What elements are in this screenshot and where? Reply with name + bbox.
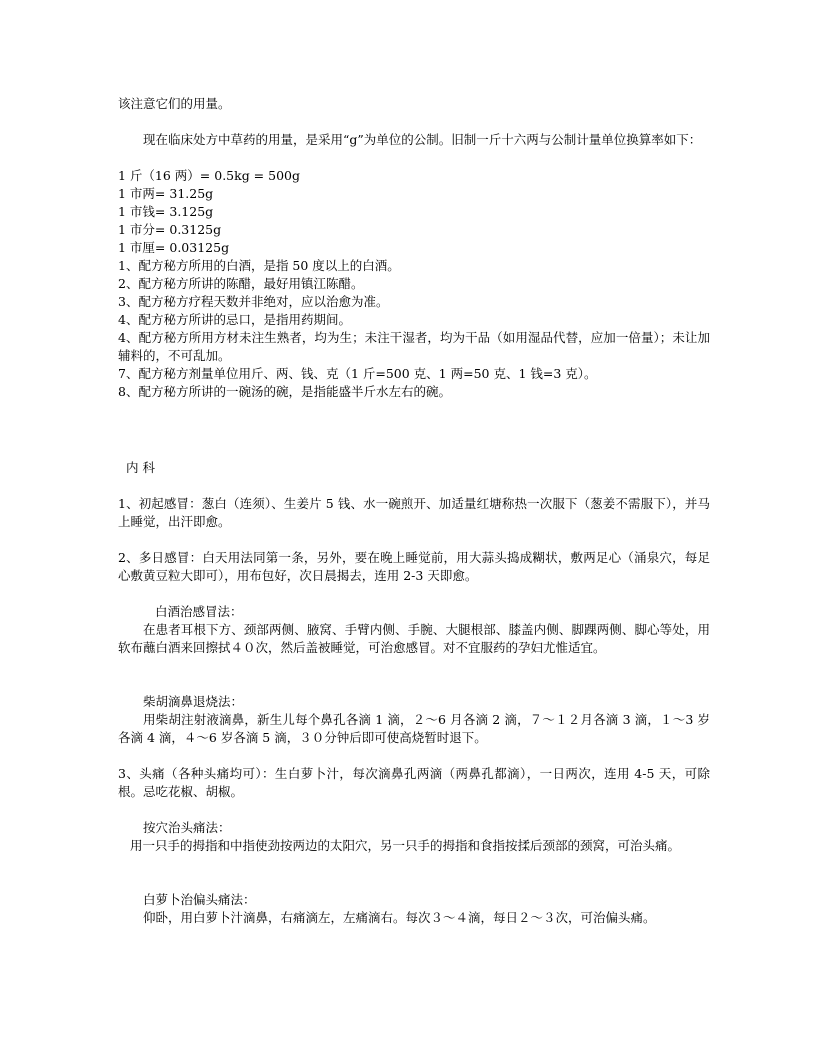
- intro-paragraph: 现在临床处方中草药的用量，是采用“g”为单位的公制。旧制一斤十六两与公制计量单位换算率如下：: [143, 132, 702, 147]
- note-item: 1、配方秘方所用的白酒，是指 50 度以上的白酒。: [118, 258, 400, 273]
- remedy-body: 用柴胡注射液滴鼻，新生儿每个鼻孔各滴 1 滴，２～6 月各滴 2 滴，７～１２月各滴 3 滴，１～3 岁各滴 4 滴，４～6 岁各滴 5 滴，３０分钟后即可使高烧暂时退下。: [118, 712, 710, 745]
- remedy-item: 1、初起感冒：葱白（连须）、生姜片 5 钱、水一碗煎开、加适量红塘称热一次服下（葱姜不需服下），并马上睡觉，出汗即愈。: [118, 496, 710, 529]
- section-title: 内 科: [126, 460, 155, 475]
- conversion-line: 1 市钱= 3.125g: [118, 204, 214, 219]
- remedy-title: 白萝卜治偏头痛法：: [143, 892, 256, 907]
- remedy-title: 柴胡滴鼻退烧法：: [143, 694, 244, 709]
- note-item: 8、配方秘方所讲的一碗汤的碗，是指能盛半斤水左右的碗。: [118, 384, 451, 399]
- conversion-line: 1 市分= 0.3125g: [118, 222, 222, 237]
- note-item: 7、配方秘方剂量单位用斤、两、钱、克（1 斤=500 克、1 两=50 克、1 钱=3 克）。: [118, 366, 597, 381]
- conversion-line: 1 市厘= 0.03125g: [118, 240, 230, 255]
- intro-line: 该注意它们的用量。: [118, 96, 231, 111]
- remedy-title: 按穴治头痛法：: [143, 820, 231, 835]
- note-item: 2、配方秘方所讲的陈醋，最好用镇江陈醋。: [118, 276, 364, 291]
- remedy-item: 3、头痛（各种头痛均可）：生白萝卜汁，每次滴鼻孔两滴（两鼻孔都滴），一日两次，连用 4-5 天，可除根。忌吃花椒、胡椒。: [118, 766, 710, 799]
- remedy-body: 仰卧，用白萝卜汁滴鼻，右痛滴左，左痛滴右。每次３～４滴，每日２～３次，可治偏头痛。: [143, 910, 656, 925]
- remedy-item: 2、多日感冒：白天用法同第一条，另外，要在晚上睡觉前，用大蒜头捣成糊状，敷两足心（涌泉穴，每足心敷黄豆粒大即可），用布包好，次日晨揭去，连用 2-3 天即愈。: [118, 550, 710, 583]
- remedy-body: 用一只手的拇指和中指使劲按两边的太阳穴，另一只手的拇指和食指按揉后颈部的颈窝，可治头痛。: [130, 838, 681, 853]
- remedy-body: 在患者耳根下方、颈部两侧、腋窝、手臂内侧、手腕、大腿根部、膝盖内侧、脚踝两侧、脚心等处，用软布蘸白酒来回擦拭４０次，然后盖被睡觉，可治愈感冒。对不宜服药的孕妇尤惟适宜。: [118, 622, 710, 655]
- conversion-line: 1 斤（16 两）= 0.5kg = 500g: [118, 168, 300, 183]
- note-item: 4、配方秘方所用方材未注生熟者，均为生；未注干湿者，均为干品（如用湿品代替，应加一倍量）；未让加辅料的，不可乱加。: [118, 330, 710, 363]
- conversion-line: 1 市两= 31.25g: [118, 186, 214, 201]
- note-item: 4、配方秘方所讲的忌口，是指用药期间。: [118, 312, 351, 327]
- note-item: 3、配方秘方疗程天数并非绝对，应以治愈为准。: [118, 294, 389, 309]
- remedy-title: 白酒治感冒法：: [155, 604, 243, 619]
